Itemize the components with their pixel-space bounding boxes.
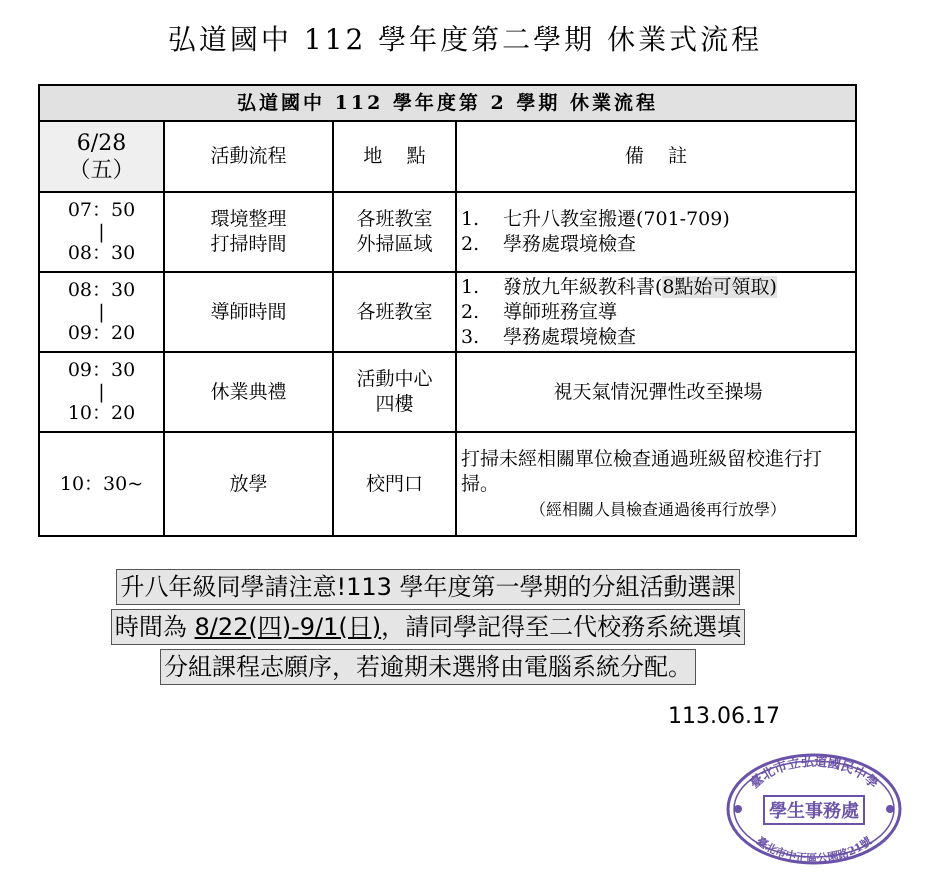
time-start: 07：50	[67, 199, 136, 221]
note-item	[461, 275, 855, 300]
time-start: 08：30	[67, 279, 136, 301]
activity-cell	[164, 432, 333, 536]
notes-cell	[456, 352, 856, 432]
notice-line-prefix: 時間為	[114, 613, 195, 641]
table-banner-row	[39, 85, 856, 121]
activity-cell	[164, 272, 333, 352]
svg-text:臺北市中正區公園路21號	[754, 833, 875, 865]
time-separator: |	[98, 301, 105, 323]
note-text: 發放九年級教科書(	[503, 275, 663, 298]
table-header-row	[39, 121, 856, 192]
time-cell	[39, 352, 164, 432]
note-subtext: （經相關人員檢查通過後再行放學）	[530, 499, 787, 519]
note-text: 視天氣情況彈性改至操場	[553, 380, 763, 403]
table-row	[39, 352, 856, 432]
note-text: 七升八教室搬遷(701-709)	[503, 208, 730, 230]
header-date-cell	[39, 121, 164, 192]
notice-line: 分組課程志願序，若逾期未選將由電腦系統分配。	[160, 649, 696, 685]
activity-line: 導師時間	[210, 300, 287, 323]
location-line: 外掃區域	[356, 233, 433, 255]
time-separator: |	[98, 381, 105, 403]
seal-dot	[734, 805, 742, 813]
notice-line	[111, 609, 745, 645]
time-separator: |	[98, 221, 105, 243]
header-remarks: 備 註	[456, 121, 856, 192]
table-row	[39, 192, 856, 272]
note-number: 1.	[461, 275, 480, 298]
note-number: 1.	[461, 208, 480, 230]
page-title: 弘道國中 112 學年度第二學期 休業式流程	[167, 23, 763, 56]
notice-dates: 8/22(四)-9/1(日)	[194, 613, 382, 641]
seal-bottom-text: 臺北市中正區公園路21號	[753, 834, 875, 866]
location-cell	[333, 192, 456, 272]
svg-text:臺北市立弘道國民中學	[747, 754, 882, 792]
schedule-table	[38, 84, 857, 537]
location-cell	[333, 272, 456, 352]
header-date: 6/28	[76, 130, 127, 156]
time-end: 09：20	[67, 322, 136, 344]
location-line: 各班教室	[356, 300, 433, 323]
time-end: 08：30	[67, 242, 136, 264]
table-row	[39, 272, 856, 352]
note-number: 2.	[461, 233, 480, 255]
activity-line: 環境整理	[210, 208, 287, 230]
location-line: 各班教室	[356, 208, 433, 230]
activity-line: 打掃時間	[210, 233, 287, 255]
activity-cell	[164, 352, 333, 432]
seal-dot	[886, 805, 894, 813]
notice-block	[0, 569, 856, 689]
activity-cell	[164, 192, 333, 272]
note-item	[461, 232, 855, 257]
note-item	[461, 325, 855, 350]
activity-line: 休業典禮	[210, 380, 287, 403]
seal-center-text: 學生事務處	[769, 801, 859, 822]
note-text: 導師班務宣導	[503, 300, 618, 323]
document-date: 113.06.17	[668, 704, 780, 729]
location-line: 校門口	[365, 472, 423, 495]
header-activity: 活動流程	[164, 121, 333, 192]
notes-list	[461, 275, 855, 350]
office-seal	[724, 752, 904, 866]
notes-cell	[456, 192, 856, 272]
notice-line-suffix: ，請同學記得至二代校務系統選填	[381, 613, 742, 641]
note-item	[461, 300, 855, 325]
note-highlight: 8點始可領取)	[662, 275, 777, 298]
location-line: 四樓	[375, 393, 414, 415]
header-location: 地 點	[333, 121, 456, 192]
time-cell	[39, 432, 164, 536]
table-row	[39, 432, 856, 536]
time-end: 10：20	[67, 402, 136, 424]
note-item	[461, 207, 855, 232]
location-line: 活動中心	[356, 368, 433, 390]
activity-line: 放學	[229, 472, 268, 495]
note-number: 3.	[461, 325, 480, 348]
note-text: 學務處環境檢查	[503, 233, 637, 255]
note-text: 打掃未經相關單位檢查通過班級留校進行打掃。	[461, 447, 823, 495]
time-cell	[39, 272, 164, 352]
time-start: 09：30	[67, 359, 136, 381]
time-cell	[39, 192, 164, 272]
location-cell	[333, 432, 456, 536]
location-cell	[333, 352, 456, 432]
note-text: 學務處環境檢查	[503, 325, 637, 348]
notes-cell	[456, 432, 856, 536]
note-number: 2.	[461, 300, 480, 323]
time-start: 10：30~	[59, 472, 144, 495]
seal-top-text: 臺北市立弘道國民中學	[747, 754, 881, 792]
header-weekday: （五）	[68, 157, 135, 183]
notes-list	[461, 207, 855, 257]
notes-cell	[456, 272, 856, 352]
table-banner: 弘道國中 112 學年度第 2 學期 休業流程	[39, 85, 856, 121]
notice-line: 升八年級同學請注意!113 學年度第一學期的分組活動選課	[116, 569, 739, 605]
